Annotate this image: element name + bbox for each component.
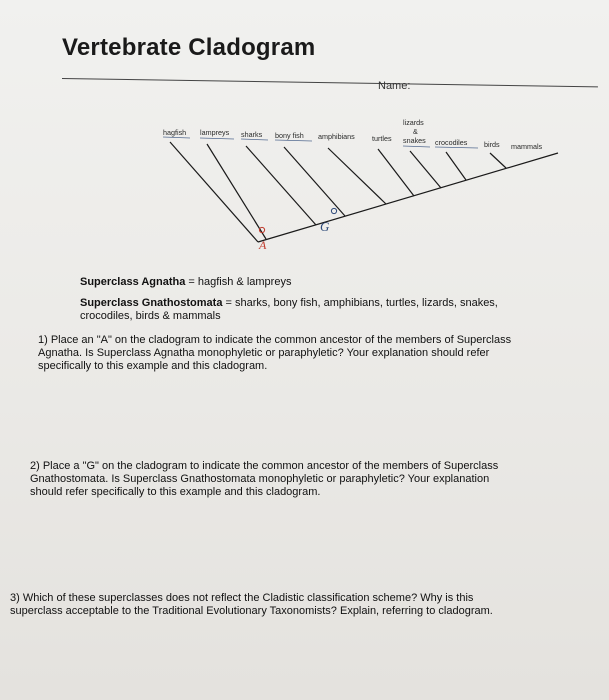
svg-text:G: G <box>320 219 330 234</box>
taxon-turtles: turtles <box>372 134 392 143</box>
taxon-snakes: snakes <box>403 136 426 145</box>
annotation-a <box>258 227 267 252</box>
definition-gnathostomata: Superclass Gnathostomata = sharks, bony fish, amphibians, turtles, lizards, snakes, crocodiles, birds & mammals <box>80 297 498 322</box>
page-title: Vertebrate Cladogram <box>62 34 316 61</box>
taxon-lampreys: lampreys <box>200 128 230 137</box>
name-label: Name: <box>378 80 411 92</box>
taxon-ampersand: & <box>413 127 418 136</box>
taxon-lizards: lizards <box>403 118 424 127</box>
taxon-bony-fish: bony fish <box>275 131 304 140</box>
taxon-sharks: sharks <box>241 130 263 139</box>
taxon-hagfish: hagfish <box>163 128 187 137</box>
svg-text:A: A <box>259 238 267 252</box>
question-2: 2) Place a "G" on the cladogram to indicate the common ancestor of the members of Superclass Gnathostomata. Is Superclass Gnathostomata monophyletic or paraphyletic? Your explanation should refer specifically to this example and this cladogram. <box>30 460 499 498</box>
definition-agnatha: Superclass Agnatha = hagfish & lampreys <box>80 276 292 288</box>
annotation-g <box>320 208 337 234</box>
cladogram <box>0 0 609 300</box>
taxon-birds: birds <box>484 140 500 149</box>
taxon-amphibians: amphibians <box>318 132 355 141</box>
taxon-crocodiles: crocodiles <box>435 138 468 147</box>
question-3: 3) Which of these superclasses does not reflect the Cladistic classification scheme? Why is this superclass acceptable to the Traditional Evolutionary Taxonomists? Explain, referring to cladogram. <box>10 592 493 617</box>
question-1: 1) Place an "A" on the cladogram to indicate the common ancestor of the members of Superclass Agnatha. Is Superclass Agnatha monophyletic or paraphyletic? Your explanation should refer specifically to this example and this cladogram. <box>38 334 512 372</box>
taxon-mammals: mammals <box>511 142 543 151</box>
